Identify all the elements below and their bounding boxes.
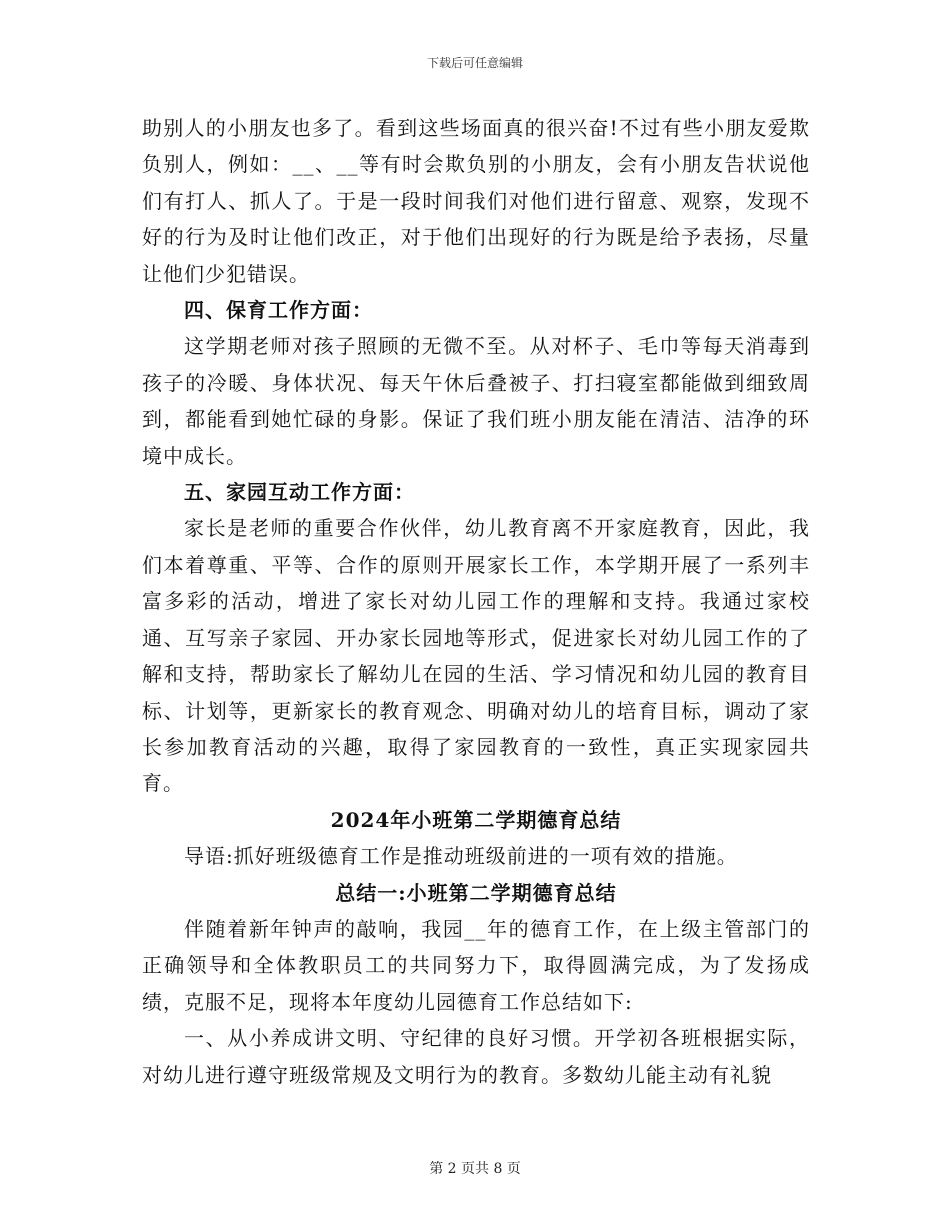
- document-title: 2024年小班第二学期德育总结: [330, 807, 622, 832]
- paragraph-section-one: 一、从小养成讲文明、守纪律的良好习惯。开学初各班根据实际，对幼儿进行遵守班级常规及文明行为的教育。多数幼儿能主动有礼貌: [142, 1026, 810, 1087]
- section-heading-childcare: 四、保育工作方面：: [184, 298, 373, 323]
- paragraph-childcare: 这学期老师对孩子照顾的无微不至。从对杯子、毛巾等每天消毒到孩子的冷暖、身体状况、每天午休后叠被子、打扫寝室都能做到细致周到，都能看到她忙碌的身影。保证了我们班小朋友能在清洁、洁净的环境中成长。: [142, 334, 810, 468]
- paragraph-intro: 导语:抓好班级德育工作是推动班级前进的一项有效的措施。: [184, 844, 738, 869]
- page-footer: 第 2 页共 8 页: [429, 1161, 521, 1177]
- paragraph-home-school: 家长是老师的重要合作伙伴，幼儿教育离不开家庭教育，因此，我们本着尊重、平等、合作的原则开展家长工作，本学期开展了一系列丰富多彩的活动，增进了家长对幼儿园工作的理解和支持。我通过家校通、互写亲子家园、开办家长园地等形式，促进家长对幼儿园工作的了解和支持，帮助家长了解幼儿在园的生活、学习情况和幼儿园的教育目标、计划等，更新家长的教育观念、明确对幼儿的培育目标，调动了家长参加教育活动的兴趣，取得了家园教育的一致性，真正实现家园共育。: [142, 516, 810, 796]
- document-body: [142, 110, 810, 1093]
- summary-heading: 总结一:小班第二学期德育总结: [335, 880, 617, 905]
- page-header: 下载后可任意编辑: [426, 56, 523, 70]
- paragraph-continuation: 助别人的小朋友也多了。看到这些场面真的很兴奋!不过有些小朋友爱欺负别人，例如：__、__等有时会欺负别的小朋友，会有小朋友告状说他们有打人、抓人了。于是一段时间我们对他们进行留意、观察，发现不好的行为及时让他们改正，对于他们出现好的行为既是给予表扬，尽量让他们少犯错误。: [142, 116, 810, 286]
- paragraph-summary-opening: 伴随着新年钟声的敲响，我园__年的德育工作，在上级主管部门的正确领导和全体教职员工的共同努力下，取得圆满完成，为了发扬成绩，克服不足，现将本年度幼儿园德育工作总结如下:: [142, 916, 810, 1014]
- section-heading-home-school: 五、家园互动工作方面：: [184, 480, 415, 505]
